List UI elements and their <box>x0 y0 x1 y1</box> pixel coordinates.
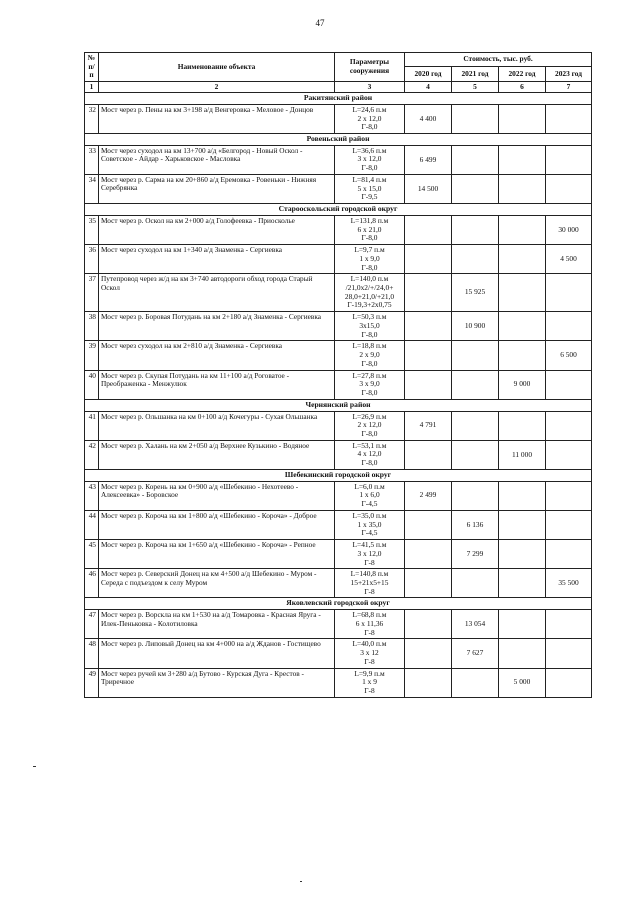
row-number: 40 <box>85 370 99 399</box>
param-line: L=140,8 п.м <box>350 569 389 579</box>
row-number: 36 <box>85 245 99 274</box>
param-line: 1 x 35,0 <box>357 519 382 529</box>
param-line: L=36,6 п.м <box>352 145 387 155</box>
cost-cell <box>546 639 592 668</box>
cost-cell: 7 627 <box>452 639 499 668</box>
param-line: L=53,1 п.м <box>352 440 387 450</box>
param-line: Г-9,5 <box>361 192 378 202</box>
param-line: 15+21x5+15 <box>350 577 389 587</box>
cost-cell <box>546 411 592 440</box>
cost-cell <box>546 145 592 174</box>
param-line: Г-8 <box>364 627 375 637</box>
cost-cell <box>499 104 546 133</box>
region-row <box>85 133 592 145</box>
region-row <box>85 399 592 411</box>
cost-cell <box>405 540 452 569</box>
param-line: L=6,0 п.м <box>354 481 385 491</box>
param-line: Г-4,5 <box>361 528 378 538</box>
cost-cell <box>546 104 592 133</box>
column-index: 4 <box>405 81 452 93</box>
object-name: Мост через р. Короча на км 1+800 а/д «Шебекино - Короча» - Доброе <box>99 510 335 539</box>
param-line: 6 x 21,0 <box>357 224 382 234</box>
param-line: L=68,8 п.м <box>352 610 387 620</box>
cost-cell <box>405 274 452 312</box>
cost-cell <box>405 569 452 598</box>
region-title: Яковлевский городской округ <box>85 598 592 610</box>
object-name: Мост через р. Короча на км 1+650 а/д «Шебекино - Короча» - Репное <box>99 540 335 569</box>
header-cost: Стоимость, тыс. руб. <box>405 53 592 67</box>
param-line: L=27,8 п.м <box>352 370 387 380</box>
region-title: Ракитянский район <box>85 93 592 105</box>
object-params <box>335 610 405 639</box>
param-line: Г-8,0 <box>361 388 378 398</box>
table-row <box>85 540 592 569</box>
table-body <box>85 93 592 698</box>
row-number: 48 <box>85 639 99 668</box>
table-row <box>85 440 592 469</box>
cost-cell <box>546 540 592 569</box>
param-line: Г-8,0 <box>361 233 378 243</box>
param-line: 2 x 9,0 <box>359 350 380 360</box>
region-row <box>85 469 592 481</box>
row-number: 41 <box>85 411 99 440</box>
object-params <box>335 668 405 697</box>
table-row <box>85 481 592 510</box>
param-line: L=9,7 п.м <box>354 245 385 255</box>
cost-cell <box>546 312 592 341</box>
cost-cell <box>499 481 546 510</box>
param-line: /21,0x2/+/24,0+ <box>345 282 394 292</box>
object-params <box>335 569 405 598</box>
row-number: 49 <box>85 668 99 697</box>
cost-cell <box>546 481 592 510</box>
table-row <box>85 174 592 203</box>
param-line: Г-8,0 <box>361 358 378 368</box>
table-row <box>85 245 592 274</box>
cost-cell <box>499 274 546 312</box>
cost-cell: 4 791 <box>405 411 452 440</box>
object-params <box>335 145 405 174</box>
region-title: Старооскольский городской округ <box>85 204 592 216</box>
cost-cell: 11 000 <box>499 440 546 469</box>
row-number: 44 <box>85 510 99 539</box>
header-name: Наименование объекта <box>99 53 335 82</box>
row-number: 39 <box>85 341 99 370</box>
param-line: Г-8 <box>364 686 375 696</box>
margin-mark <box>33 766 36 767</box>
param-line: Г-19,3+2x0,75 <box>347 300 392 310</box>
param-line: Г-8 <box>364 656 375 666</box>
cost-cell <box>452 104 499 133</box>
cost-cell <box>452 440 499 469</box>
param-line: 5 x 15,0 <box>357 183 382 193</box>
cost-cell <box>499 510 546 539</box>
param-line: Г-8,0 <box>361 163 378 173</box>
cost-cell: 7 299 <box>452 540 499 569</box>
row-number: 32 <box>85 104 99 133</box>
object-name: Мост через р. Сарма на км 20+860 а/д Еремовка - Ровеньки - Нижняя Серебрянка <box>99 174 335 203</box>
cost-cell <box>452 481 499 510</box>
cost-cell <box>452 245 499 274</box>
param-line: L=41,5 п.м <box>352 540 387 550</box>
table-row <box>85 370 592 399</box>
table-row <box>85 274 592 312</box>
region-title: Ровеньский район <box>85 133 592 145</box>
cost-cell: 4 500 <box>546 245 592 274</box>
row-number: 35 <box>85 215 99 244</box>
object-name: Мост через р. Оскол на км 2+000 а/д Голофеевка - Приосколье <box>99 215 335 244</box>
param-line: L=40,0 п.м <box>352 639 387 649</box>
cost-cell <box>452 569 499 598</box>
header-year: 2021 год <box>452 67 499 81</box>
table-row <box>85 510 592 539</box>
param-line: 3 x 9,0 <box>359 379 380 389</box>
param-line: L=9,9 п.м <box>354 668 385 678</box>
column-index: 3 <box>335 81 405 93</box>
cost-cell <box>499 639 546 668</box>
object-name: Мост через суходол на км 13+700 а/д «Белгород - Новый Оскол - Советское - Айдар - Харьковское - Масловка <box>99 145 335 174</box>
object-params <box>335 245 405 274</box>
cost-cell <box>499 411 546 440</box>
object-params <box>335 510 405 539</box>
param-line: 1 x 9 <box>362 677 377 687</box>
param-line: 1 x 6,0 <box>359 490 380 500</box>
object-params <box>335 411 405 440</box>
row-number: 42 <box>85 440 99 469</box>
row-number: 38 <box>85 312 99 341</box>
row-number: 34 <box>85 174 99 203</box>
cost-cell <box>546 174 592 203</box>
cost-cell <box>546 510 592 539</box>
cost-cell: 9 000 <box>499 370 546 399</box>
cost-cell <box>499 540 546 569</box>
cost-cell <box>405 341 452 370</box>
column-index: 1 <box>85 81 99 93</box>
table-row <box>85 215 592 244</box>
column-index: 2 <box>99 81 335 93</box>
object-params <box>335 274 405 312</box>
header-year: 2020 год <box>405 67 452 81</box>
table-row <box>85 312 592 341</box>
cost-cell <box>405 440 452 469</box>
object-params <box>335 104 405 133</box>
row-number: 47 <box>85 610 99 639</box>
object-name: Мост через р. Северский Донец на км 4+500 а/д Шебекино - Муром - Середа с подъездом к селу Муром <box>99 569 335 598</box>
object-name: Мост через р. Халань на км 2+050 а/д Верхнее Кузькино - Водяное <box>99 440 335 469</box>
object-name: Мост через ручей км 3+280 а/д Бутово - Курская Дуга - Крестов - Триречное <box>99 668 335 697</box>
object-name: Мост через р. Скупая Потудань на км 11+100 а/д Роговатое - Преображенка - Менжулюк <box>99 370 335 399</box>
column-index: 5 <box>452 81 499 93</box>
object-params <box>335 341 405 370</box>
column-index: 7 <box>546 81 592 93</box>
param-line: 2 x 12,0 <box>357 420 382 430</box>
cost-cell <box>452 668 499 697</box>
object-name: Мост через р. Ворскла на км 1+530 на а/д Томаровка - Красная Яруга - Илек-Пеньковка - Колотиловка <box>99 610 335 639</box>
param-line: L=26,9 п.м <box>352 411 387 421</box>
region-row <box>85 598 592 610</box>
object-params <box>335 174 405 203</box>
param-line: Г-8,0 <box>361 329 378 339</box>
param-line: 4 x 12,0 <box>357 449 382 459</box>
cost-cell: 13 054 <box>452 610 499 639</box>
param-line: Г-8,0 <box>361 262 378 272</box>
table-row <box>85 610 592 639</box>
cost-cell: 2 499 <box>405 481 452 510</box>
object-name: Путепровод через ж/д на км 3+740 автодороги обход города Старый Оскол <box>99 274 335 312</box>
param-line: L=50,3 п.м <box>352 312 387 322</box>
header-params: Параметры сооружения <box>335 53 405 82</box>
region-title: Чернянский район <box>85 399 592 411</box>
cost-cell <box>405 610 452 639</box>
cost-cell <box>405 668 452 697</box>
object-params <box>335 440 405 469</box>
param-line: L=35,0 п.м <box>352 510 387 520</box>
cost-cell: 35 500 <box>546 569 592 598</box>
cost-cell <box>499 215 546 244</box>
row-number: 33 <box>85 145 99 174</box>
object-name: Мост через суходол на км 2+810 а/д Знаменка - Сергиевка <box>99 341 335 370</box>
header-year: 2023 год <box>546 67 592 81</box>
param-line: Г-8,0 <box>361 458 378 468</box>
cost-cell <box>499 569 546 598</box>
table-row <box>85 569 592 598</box>
param-line: Г-8,0 <box>361 428 378 438</box>
page-number: 47 <box>315 18 325 28</box>
cost-cell <box>405 312 452 341</box>
param-line: 28,0+21,0/+21,0 <box>344 291 395 301</box>
param-line: L=24,6 п.м <box>352 104 387 114</box>
cost-cell <box>452 145 499 174</box>
object-params <box>335 540 405 569</box>
param-line: L=140,0 п.м <box>350 274 389 284</box>
row-number: 45 <box>85 540 99 569</box>
param-line: Г-8 <box>364 586 375 596</box>
object-name: Мост через р. Пены на км 3+198 а/д Венгеровка - Меловое - Донцов <box>99 104 335 133</box>
cost-cell <box>546 274 592 312</box>
param-line: 1 x 9,0 <box>359 253 380 263</box>
cost-cell <box>499 341 546 370</box>
cost-cell: 6 136 <box>452 510 499 539</box>
header-num: № п/п <box>85 53 99 82</box>
param-line: 3 x 12 <box>360 648 379 658</box>
region-title: Шебекинский городской округ <box>85 469 592 481</box>
param-line: L=131,8 п.м <box>350 215 389 225</box>
cost-cell <box>499 610 546 639</box>
cost-cell <box>452 174 499 203</box>
object-params <box>335 639 405 668</box>
cost-cell <box>405 215 452 244</box>
param-line: 3 x 12,0 <box>357 548 382 558</box>
cost-cell: 6 499 <box>405 145 452 174</box>
region-row <box>85 93 592 105</box>
cost-cell <box>499 312 546 341</box>
param-line: Г-8 <box>364 557 375 567</box>
object-name: Мост через суходол на км 1+340 а/д Знаменка - Сергиевка <box>99 245 335 274</box>
header-year: 2022 год <box>499 67 546 81</box>
object-params <box>335 370 405 399</box>
column-index: 6 <box>499 81 546 93</box>
table-row <box>85 145 592 174</box>
cost-cell: 5 000 <box>499 668 546 697</box>
object-params <box>335 312 405 341</box>
param-line: 2 x 12,0 <box>357 113 382 123</box>
cost-cell <box>405 370 452 399</box>
object-params <box>335 481 405 510</box>
param-line: 3x15,0 <box>359 320 380 330</box>
object-name: Мост через р. Корень на км 0+900 а/д «Шебекино - Нехотеево - Алексеевка» - Боровское <box>99 481 335 510</box>
margin-mark <box>300 881 302 882</box>
cost-cell: 30 000 <box>546 215 592 244</box>
object-name: Мост через р. Липовый Донец на км 4+000 на а/д Жданов - Гостищево <box>99 639 335 668</box>
cost-cell <box>546 370 592 399</box>
cost-cell: 6 500 <box>546 341 592 370</box>
cost-cell <box>499 245 546 274</box>
cost-cell: 14 500 <box>405 174 452 203</box>
cost-cell <box>405 510 452 539</box>
cost-cell <box>546 440 592 469</box>
param-line: Г-8,0 <box>361 122 378 132</box>
param-line: 3 x 12,0 <box>357 154 382 164</box>
objects-table <box>84 52 592 698</box>
cost-cell: 10 900 <box>452 312 499 341</box>
region-row <box>85 204 592 216</box>
table-row <box>85 668 592 697</box>
cost-cell <box>546 610 592 639</box>
table-row <box>85 341 592 370</box>
cost-cell <box>452 370 499 399</box>
object-params <box>335 215 405 244</box>
row-number: 43 <box>85 481 99 510</box>
cost-cell <box>499 174 546 203</box>
cost-cell: 15 925 <box>452 274 499 312</box>
table-row <box>85 411 592 440</box>
cost-cell <box>452 341 499 370</box>
cost-cell <box>546 668 592 697</box>
cost-cell <box>452 411 499 440</box>
object-name: Мост через р. Боровая Потудань на км 2+180 а/д Знаменка - Сергиевка <box>99 312 335 341</box>
row-number: 37 <box>85 274 99 312</box>
row-number: 46 <box>85 569 99 598</box>
cost-cell <box>499 145 546 174</box>
cost-cell <box>405 245 452 274</box>
param-line: L=18,8 п.м <box>352 341 387 351</box>
object-name: Мост через р. Ольшанка на км 0+100 а/д Кочегуры - Сухая Ольшанка <box>99 411 335 440</box>
param-line: Г-4,5 <box>361 499 378 509</box>
table-row <box>85 104 592 133</box>
param-line: L=81,4 п.м <box>352 174 387 184</box>
cost-cell <box>452 215 499 244</box>
cost-cell <box>405 639 452 668</box>
param-line: 6 x 11,36 <box>355 618 384 628</box>
table-row <box>85 639 592 668</box>
cost-cell: 4 400 <box>405 104 452 133</box>
